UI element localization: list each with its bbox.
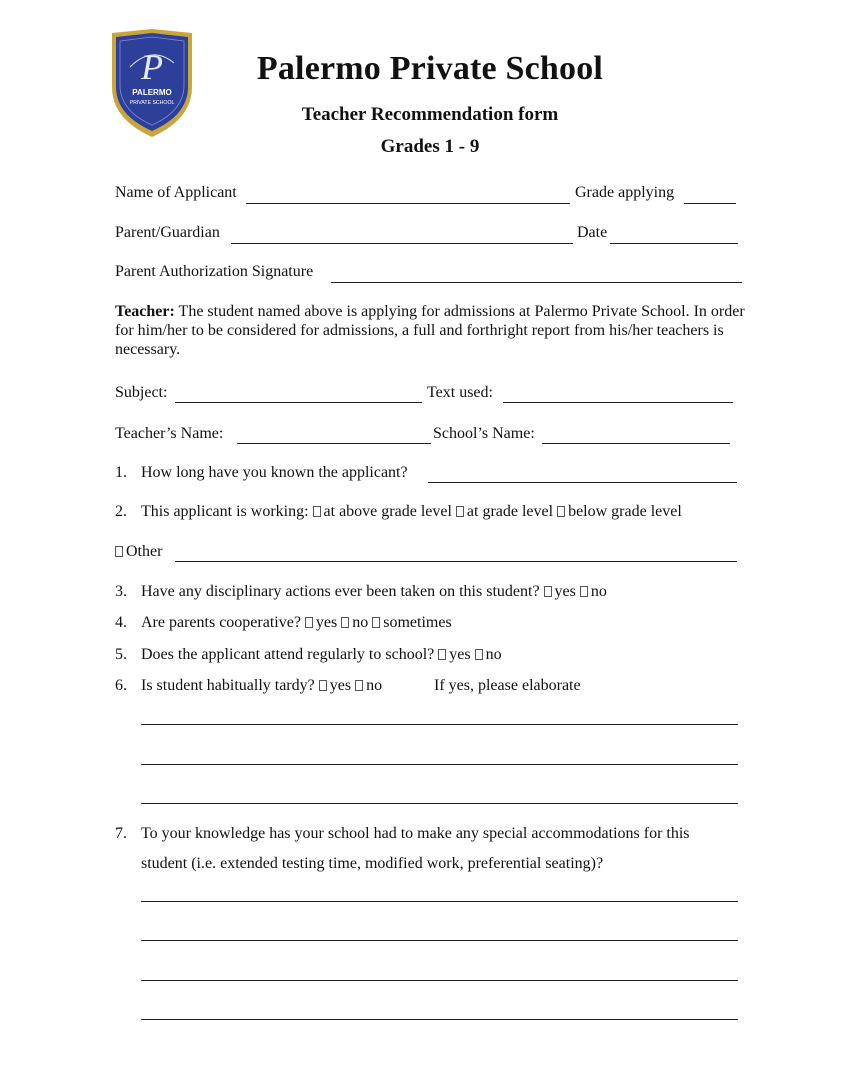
q6-answer-line-3[interactable]: [141, 803, 738, 804]
instructions-bold: Teacher:: [115, 303, 175, 320]
school-name-label: School’s Name:: [433, 425, 535, 442]
q1-text: How long have you known the applicant?: [141, 464, 408, 481]
q7-answer-line-3[interactable]: [141, 980, 738, 981]
q5-checkbox-no[interactable]: [475, 649, 483, 660]
q6-answer-line-1[interactable]: [141, 724, 738, 725]
q5-number: 5.: [115, 646, 127, 663]
q5-line: [141, 646, 502, 664]
q4-option-yes: yes: [315, 614, 338, 631]
grades-range: Grades 1 - 9: [380, 136, 480, 157]
q2-checkbox-at[interactable]: [456, 506, 464, 517]
logo-monogram: P: [141, 47, 163, 87]
q1-answer-field[interactable]: [428, 482, 737, 483]
parent-guardian-field[interactable]: [231, 243, 573, 244]
q3-line: [141, 583, 607, 601]
q2-checkbox-below[interactable]: [557, 506, 565, 517]
parent-signature-field[interactable]: [331, 282, 742, 283]
form-title: Teacher Recommendation form: [301, 104, 559, 125]
q3-checkbox-yes[interactable]: [544, 586, 552, 597]
q6-line: [141, 677, 382, 695]
q4-line: [141, 614, 452, 632]
q7-text-line-1: To your knowledge has your school had to make any special accommodations for this: [141, 825, 690, 842]
q6-elaborate-label: If yes, please elaborate: [434, 677, 581, 694]
q4-checkbox-no[interactable]: [341, 617, 349, 628]
grade-applying-field[interactable]: [684, 203, 736, 204]
teacher-instructions: [115, 302, 745, 359]
q3-number: 3.: [115, 583, 127, 600]
q3-checkbox-no[interactable]: [580, 586, 588, 597]
q2-option-below: below grade level: [568, 503, 682, 520]
q7-answer-line-2[interactable]: [141, 940, 738, 941]
q7-number: 7.: [115, 825, 127, 842]
q4-number: 4.: [115, 614, 127, 631]
teacher-name-field[interactable]: [237, 443, 431, 444]
q7-answer-line-4[interactable]: [141, 1019, 738, 1020]
q6-checkbox-yes[interactable]: [319, 680, 327, 691]
q5-option-no: no: [485, 646, 502, 663]
q4-option-no: no: [352, 614, 369, 631]
date-field[interactable]: [610, 243, 738, 244]
q6-answer-line-2[interactable]: [141, 764, 738, 765]
q6-option-yes: yes: [329, 677, 352, 694]
subject-field[interactable]: [175, 402, 422, 403]
q4-option-sometimes: sometimes: [383, 614, 452, 631]
parent-guardian-label: Parent/Guardian: [115, 224, 220, 241]
q2-line: [141, 503, 682, 521]
q4-text: Are parents cooperative?: [141, 614, 301, 631]
q6-number: 6.: [115, 677, 127, 694]
q5-text: Does the applicant attend regularly to school?: [141, 646, 435, 663]
q2-number: 2.: [115, 503, 127, 520]
q2-checkbox-above[interactable]: [313, 506, 321, 517]
q3-option-yes: yes: [554, 583, 576, 600]
q1-number: 1.: [115, 464, 127, 481]
parent-signature-label: Parent Authorization Signature: [115, 263, 314, 280]
instructions-text: The student named above is applying for admissions at Palermo Private School. In order for him/her to be considered for admissions, a full and forthright report from his/her teachers is necessary.: [115, 303, 745, 358]
applicant-name-label: Name of Applicant: [115, 184, 237, 201]
q6-text: Is student habitually tardy?: [141, 677, 315, 694]
text-used-field[interactable]: [503, 402, 733, 403]
logo-bottom-text: PRIVATE SCHOOL: [129, 100, 175, 106]
q6-checkbox-no[interactable]: [355, 680, 363, 691]
subject-label: Subject:: [115, 384, 168, 401]
q5-option-yes: yes: [449, 646, 471, 663]
q5-checkbox-yes[interactable]: [438, 649, 446, 660]
other-label: Other: [126, 543, 163, 560]
q4-checkbox-sometimes[interactable]: [372, 617, 380, 628]
school-name-field[interactable]: [542, 443, 730, 444]
date-label: Date: [577, 224, 608, 241]
text-used-label: Text used:: [427, 384, 493, 401]
applicant-name-field[interactable]: [246, 203, 570, 204]
other-answer-field[interactable]: [175, 561, 737, 562]
logo-top-text: PALERMO: [132, 88, 172, 97]
q6-option-no: no: [366, 677, 383, 694]
grade-applying-label: Grade applying: [575, 184, 675, 201]
q7-answer-line-1[interactable]: [141, 901, 738, 902]
q4-checkbox-yes[interactable]: [305, 617, 313, 628]
q3-option-no: no: [590, 583, 607, 600]
school-name: Palermo Private School: [256, 50, 604, 87]
q7-text-line-2: student (i.e. extended testing time, modified work, preferential seating)?: [141, 855, 604, 872]
q2-option-above: at above grade level: [323, 503, 452, 520]
q2-option-at: at grade level: [466, 503, 554, 520]
q2-text: This applicant is working:: [141, 503, 309, 520]
other-line: [112, 543, 162, 561]
other-checkbox[interactable]: [115, 546, 123, 557]
teacher-name-label: Teacher’s Name:: [115, 425, 224, 442]
q3-text: Have any disciplinary actions ever been taken on this student?: [141, 583, 540, 600]
